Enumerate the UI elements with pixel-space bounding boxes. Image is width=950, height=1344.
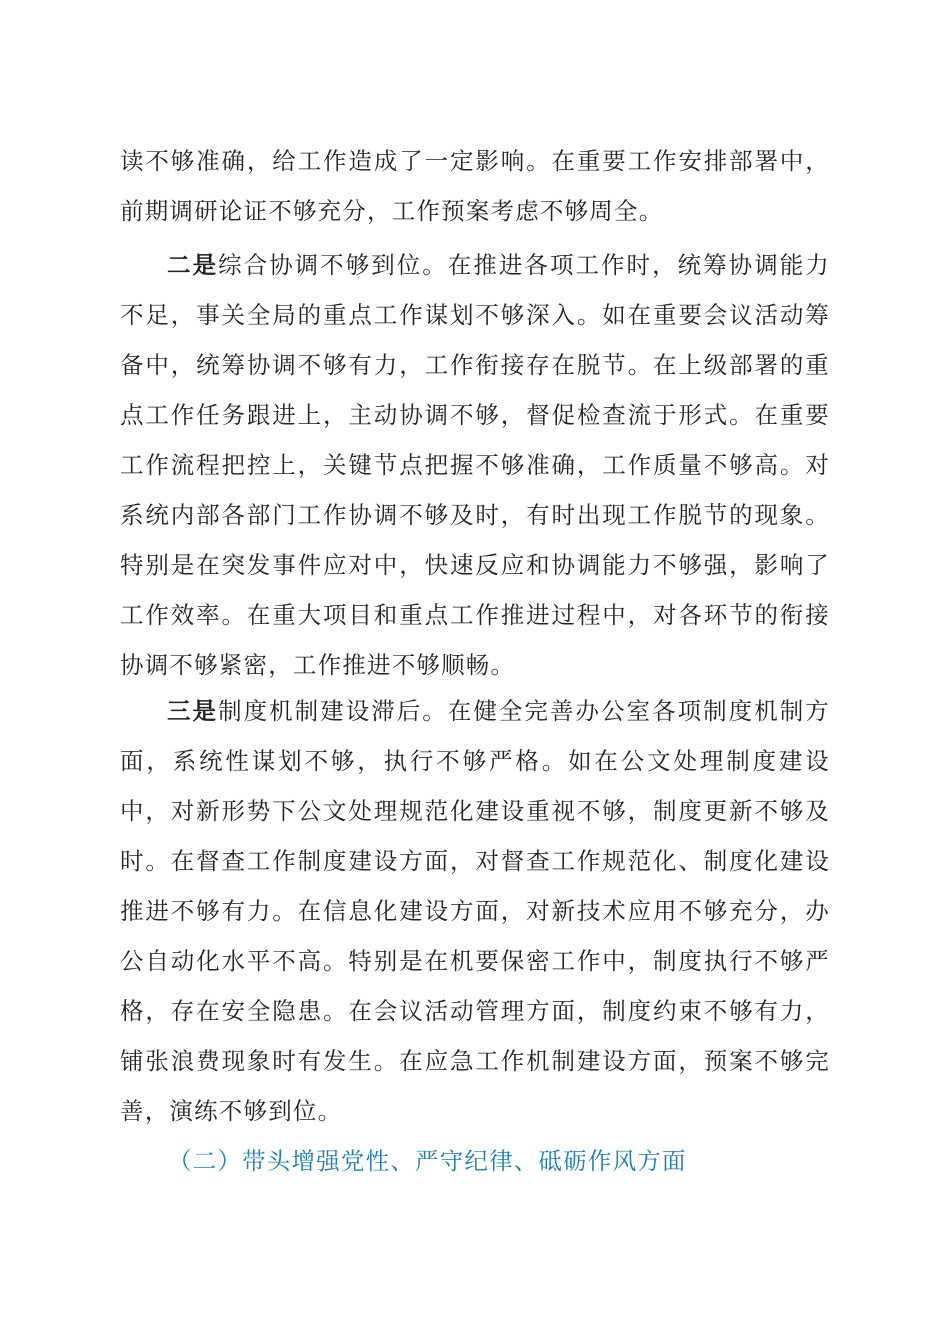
point-2-body: 综合协调不够到位。在推进各项工作时，统筹协调能力不足，事关全局的重点工作谋划不够深入。如在重要会议活动筹备中，统筹协调不够有力，工作衔接存在脱节。在上级部署的重点工作任务跟进上，主动协调不够，督促检查流于形式。在重要工作流程把控上，关键节点把握不够准确，工作质量不够高。对系统内部各部门工作协调不够及时，有时出现工作脱节的现象。特别是在突发事件应对中，快速反应和协调能力不够强，影响了工作效率。在重大项目和重点工作推进过程中，对各环节的衔接协调不够紧密，工作推进不够顺畅。 xyxy=(120,251,830,679)
point-2-lead: 二是 xyxy=(167,251,219,279)
section-heading: （二）带头增强党性、严守纪律、砥砺作风方面 xyxy=(168,1147,687,1175)
point-3-lead: 三是 xyxy=(167,697,219,725)
paragraph-continuation: 读不够准确，给工作造成了一定影响。在重要工作安排部署中，前期调研论证不够充分，工作预案考虑不够周全。 xyxy=(120,147,830,225)
point-3-body: 制度机制建设滞后。在健全完善办公室各项制度机制方面，系统性谋划不够，执行不够严格。如在公文处理制度建设中，对新形势下公文处理规范化建设重视不够，制度更新不够及时。在督查工作制度建设方面，对督查工作规范化、制度化建设推进不够有力。在信息化建设方面，对新技术应用不够充分，办公自动化水平不高。特别是在机要保密工作中，制度执行不够严格，存在安全隐患。在会议活动管理方面，制度约束不够有力，铺张浪费现象时有发生。在应急工作机制建设方面，预案不够完善，演练不够到位。 xyxy=(120,697,830,1125)
paragraph-point-3 xyxy=(120,686,830,1136)
paragraph-point-2 xyxy=(120,240,830,690)
